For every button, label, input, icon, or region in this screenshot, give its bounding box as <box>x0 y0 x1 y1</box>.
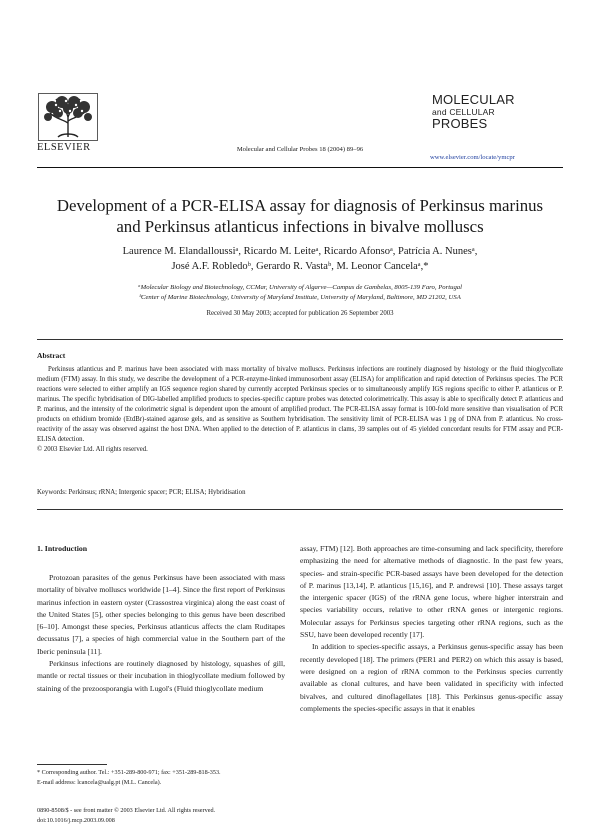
issn-doi <box>37 806 337 825</box>
journal-citation: Molecular and Cellular Probes 18 (2004) 89–96 <box>236 146 364 153</box>
section-heading-introduction: 1. Introduction <box>37 544 88 553</box>
journal-url-link[interactable]: www.elsevier.com/locate/ymcpr <box>430 154 515 161</box>
abstract-copyright: © 2003 Elsevier Ltd. All rights reserved. <box>37 446 148 453</box>
affiliations <box>20 283 580 303</box>
brand-line-1: MOLECULAR <box>432 92 515 107</box>
intro-paragraph-3: assay, FTM) [12]. Both approaches are time-consuming and lack specificity, therefore emphasizing the need for alternative methods of diagnostic. In the past few years, species- and strain-specific PCR-based assays have been developed for the detection of P. marinus [13,14], P. atlanticus [15,16], and P. andrewsi [10]. These assays target the intergenic spacer (IGS) of the rRNA gene locus, where higher interstrain and species variability occurs, relative to other rRNA genes or intergenic regions. Molecular assays for Perkinsus species targeting other rRNA regions, such as the SSU, have been developed recently [17]. <box>300 544 563 640</box>
corresponding-author: * Corresponding author. Tel.: +351-289-800-971; fax: +351-289-818-353. <box>37 769 221 776</box>
abstract-heading: Abstract <box>37 351 66 360</box>
abstract-text: Perkinsus atlanticus and P. marinus have been associated with mass mortality of bivalve molluscs. Perkinsus infections are routinely diagnosed by histology or the fluid thioglycollate medium (FTM) assay. In this study, we describe the development of a PCR-enzyme-linked immunosorbent assay (ELISA) for amplification and rapid detection of Perkinsus species. The PCR reactions were selected to either amplify an IGS sequence region shared by currently accepted Perkinsus species or to simultaneously amplify IGS regions specific to either P. atlanticus or P. marinus. The specific hybridisation of DIG-labelled amplified products to species-specific capture probes was detected colorimetrically. This assay is able to specifically detect P. atlanticus and P. marinus, and the intensity of the colorimetric signal is dependent upon the amount of amplified product. The PCR-ELISA assay format is 100-fold more sensitive than visualisation of PCR products on ethidium bromide (EtdBr)-stained agarose gels, and as sensitive as Southern hybridisation. The sensitivity limit of PCR-ELISA was 1 pg of DNA from P. atlanticus. No cross-reactivity of the assay was observed against the host DNA. When applied to the detection of P. atlanticus in clams, 39 samples out of 45 yielded concordant results for FTM assay and PCR-ELISA detection. <box>37 366 563 443</box>
title-line-1: Development of a PCR-ELISA assay for diagnosis of Perkinsus marinus <box>56 196 544 215</box>
right-column <box>300 543 563 715</box>
article-title <box>20 195 580 237</box>
footnote-divider <box>37 764 107 765</box>
email-address: E-mail address: lcancela@ualg.pt (M.L. Cancela). <box>37 778 162 786</box>
journal-brand-logo <box>432 94 582 130</box>
intro-paragraph-4: In addition to species-specific assays, a Perkinsus genus-specific assay has been recently developed [18]. The primers (PER1 and PER2) on which this assay is based, were designed on a region of rRNA common to the Perkinsus species currently available as clonal cultures, and have been validated in specificity with infected bivalves, and cultured dinoflagellates [18]. This Perkinsus genus-specific assay complements the species-specific assays in that it enables <box>300 642 563 713</box>
authors-line-2: José A.F. Robledoᵇ, Gerardo R. Vastaᵇ, M. Leonor Cancelaᵃ,* <box>171 260 429 272</box>
header-divider <box>37 167 563 168</box>
title-line-2: and Perkinsus atlanticus infections in bivalve molluscs <box>116 217 484 236</box>
doi-line: doi:10.1016/j.mcp.2003.09.008 <box>37 816 115 824</box>
left-column <box>37 572 285 695</box>
intro-paragraph-1: Protozoan parasites of the genus Perkinsus have been associated with mass mortality of bivalve molluscs worldwide [1–4]. Since the first report of Perkinsus marinus infection in eastern oyster (Crassostrea virginica) along the east coast of the United States [5], other species belonging to this genus have been described [6–10]. Amongst these species, Perkinsus atlanticus affects the clam Ruditapes decussatus [7], a species of high commercial value in the Southern part of the Iberic peninsula [11]. <box>37 573 285 656</box>
brand-line-2: and CELLULAR <box>432 107 495 117</box>
received-dates: Received 30 May 2003; accepted for publication 26 September 2003 <box>206 310 394 317</box>
brand-line-3: PROBES <box>432 116 488 131</box>
publisher-name: ELSEVIER <box>37 142 91 153</box>
intro-paragraph-2: Perkinsus infections are routinely diagnosed by histology, squashes of gill, mantle or rectal tissues or their incubation in thioglycollate medium followed by staining of the prezoosporangia with Lugol's (Fluid thioglycollate medium <box>37 659 285 693</box>
authors-line-1: Laurence M. Elandalloussiᵃ, Ricardo M. Leiteᵃ, Ricardo Afonsoᵃ, Patrícia A. Nunesᵃ, <box>122 246 478 257</box>
author-list <box>20 245 580 274</box>
affiliation-a: ᵃMolecular Biology and Biotechnology, CCMar, University of Algarve—Campus de Gambelas, 8005-139 Faro, Portugal <box>137 284 462 291</box>
footnote <box>37 768 285 787</box>
issn-line: 0890-8508/$ - see front matter © 2003 Elsevier Ltd. All rights reserved. <box>37 807 216 814</box>
abstract-body <box>37 365 563 455</box>
keywords: Keywords: Perkinsus; rRNA; Intergenic spacer; PCR; ELISA; Hybridisation <box>37 489 246 496</box>
elsevier-tree-logo <box>38 93 98 141</box>
affiliation-b: ᵇCenter of Marine Biotechnology, University of Maryland Institute, University of Maryland, Baltimore, MD 21202, USA <box>139 294 461 301</box>
abstract-top-divider <box>37 339 563 340</box>
abstract-bottom-divider <box>37 509 563 510</box>
